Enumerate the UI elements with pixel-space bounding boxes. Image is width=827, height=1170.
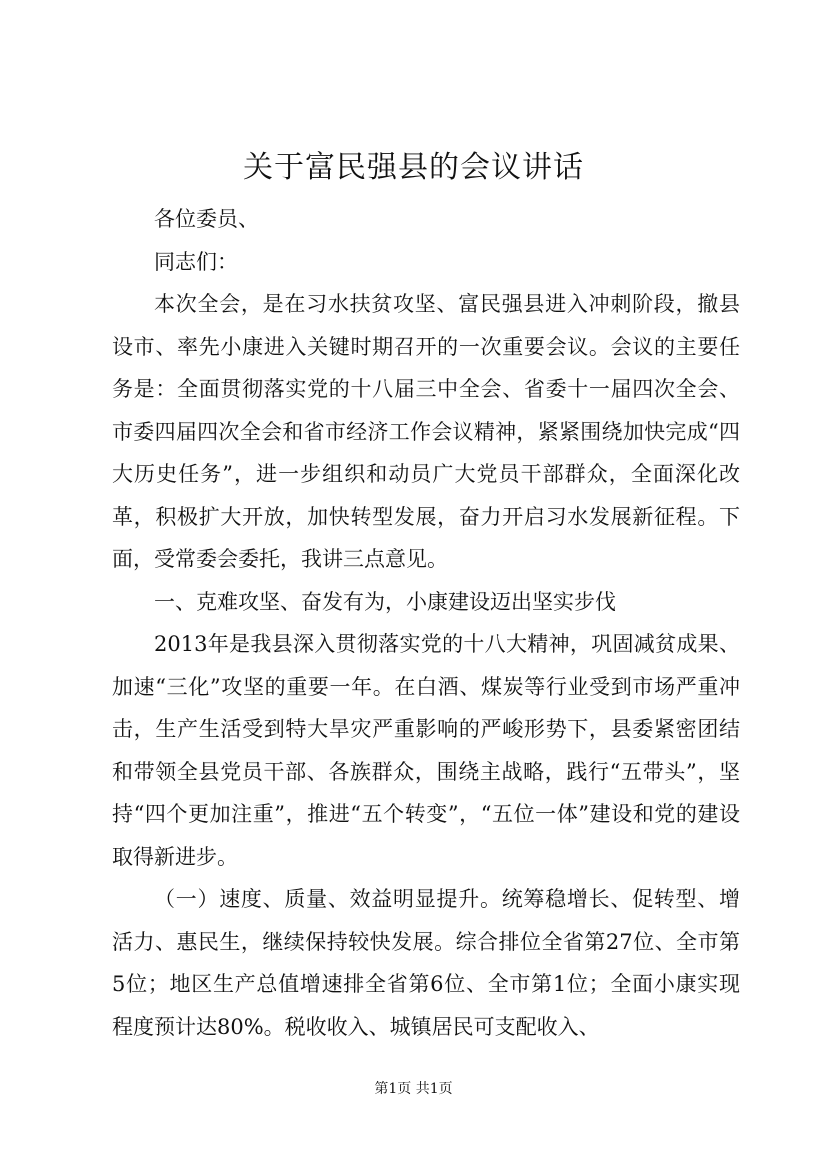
section-heading: 一、克难攻坚、奋发有为，小康建设迈出坚实步伐	[154, 589, 616, 614]
document-title: 关于富民强县的会议讲话	[243, 150, 584, 185]
intro-paragraph: 本次全会，是在习水扶贫攻坚、富民强县进入冲刺阶段，撤县设市、率先小康进入关键时期召开的一次重要会议。会议的主要任务是：全面贯彻落实党的十八届三中全会、省委十一届四次全会、市委四届四次全会和省市经济工作会议精神，紧紧围绕加快完成“四大历史任务”，进一步组织和动员广大党员干部群众，全面深化改革，积极扩大开放，加快转型发展，奋力开启习水发展新征程。下面，受常委会委托，我讲三点意见。	[112, 292, 740, 571]
section-paragraph: 2013年是我县深入贯彻落实党的十八大精神，巩固减贫成果、加速“三化”攻坚的重要一年。在白酒、煤炭等行业受到市场严重冲击，生产生活受到特大旱灾严重影响的严峻形势下，县委紧密团结和带领全县党员干部、各族群众，围绕主战略，践行“五带头”，坚持“四个更加注重”，推进“五个转变”，“五位一体”建设和党的建设取得新进步。	[112, 632, 740, 869]
document-body	[112, 198, 740, 1048]
page-footer: 第1页 共1页	[374, 1081, 453, 1097]
salutation-line-1: 各位委员、	[154, 207, 259, 231]
subsection-paragraph: （一）速度、质量、效益明显提升。统筹稳增长、促转型、增活力、惠民生，继续保持较快发展。综合排位全省第27位、全市第5位；地区生产总值增速排全省第6位、全市第1位；全面小康实现程度预计达80%。税收收入、城镇居民可支配收入、	[112, 887, 740, 1039]
salutation-line-2: 同志们：	[154, 249, 238, 274]
